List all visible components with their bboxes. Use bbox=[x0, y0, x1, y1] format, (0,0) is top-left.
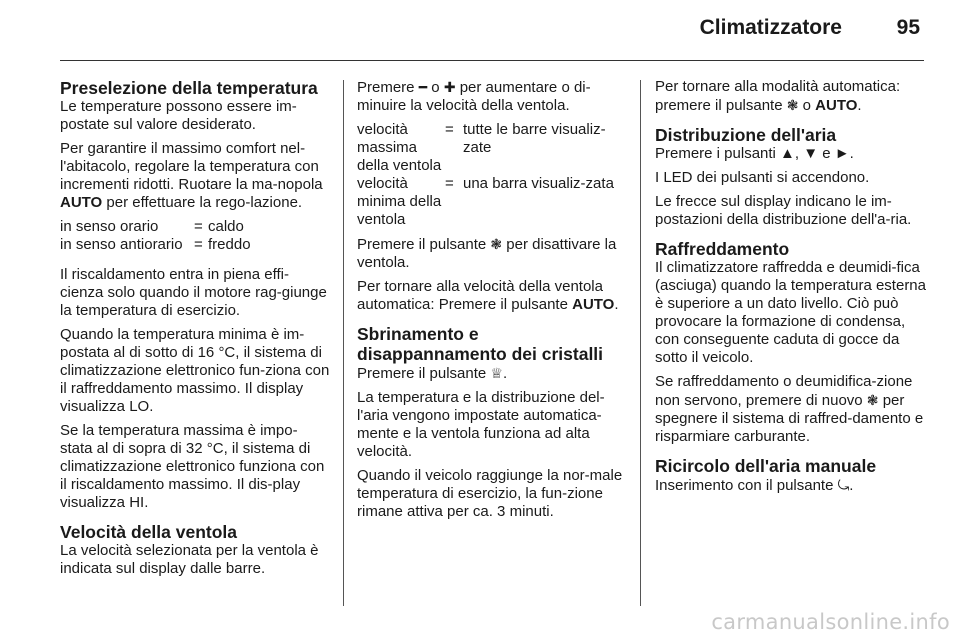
heading-preselezione-temperatura: Preselezione della temperatura bbox=[60, 78, 318, 98]
table-cell: = bbox=[194, 236, 203, 253]
plus-icon: ✚ bbox=[443, 79, 456, 95]
defrost-icon: ♕ bbox=[490, 365, 503, 381]
paragraph: Il riscaldamento entra in piena effi-cienza solo quando il motore rag-giunge la temperatura di esercizio. bbox=[60, 266, 327, 319]
paragraph: I LED dei pulsanti si accendono. bbox=[655, 169, 870, 186]
paragraph: Premere il pulsante ❃ per disattivare la ventola. bbox=[357, 236, 617, 271]
table-cell: = bbox=[445, 121, 454, 138]
table-cell: velocità minima della ventola bbox=[357, 175, 442, 228]
auto-keyword: AUTO bbox=[60, 194, 103, 211]
paragraph: Premere i pulsanti ▲, ▼ e ►. bbox=[655, 145, 854, 162]
paragraph: Se la temperatura massima è impo-stata al di sopra di 32 °C, il sistema di climatizzazione elettronico funziona con il riscaldamento massimo. Il dis-play visualizza HI. bbox=[60, 422, 325, 511]
table-cell: = bbox=[194, 218, 203, 235]
paragraph: Per tornare alla velocità della ventola automatica: Premere il pulsante AUTO. bbox=[357, 278, 619, 313]
fan-icon: ❃ bbox=[866, 392, 879, 408]
header-divider bbox=[60, 60, 924, 61]
watermark: carmanualsonline.info bbox=[711, 610, 950, 634]
column-1 bbox=[60, 78, 330, 584]
page-header-title: Climatizzatore bbox=[699, 16, 842, 39]
heading-raffreddamento: Raffreddamento bbox=[655, 239, 790, 259]
page-number: 95 bbox=[896, 16, 920, 39]
paragraph: Per garantire il massimo comfort nel-l'abitacolo, regolare la temperatura con incrementi ridotti. Ruotare la ma-nopola AUTO per effettuare la rego-lazione. bbox=[60, 140, 323, 211]
column-3 bbox=[655, 78, 930, 501]
table-cell: velocità massima della ventola bbox=[357, 121, 442, 174]
fan-icon: ❃ bbox=[786, 97, 799, 113]
table-cell: in senso antiorario bbox=[60, 236, 183, 253]
heading-ricircolo-aria: Ricircolo dell'aria manuale bbox=[655, 456, 877, 476]
table-cell: una barra visualiz-zata bbox=[463, 175, 614, 192]
paragraph: Per tornare alla modalità automatica: premere il pulsante ❃ o AUTO. bbox=[655, 78, 901, 114]
paragraph: Premere ━ o ✚ per aumentare o di-minuire la velocità della ventola. bbox=[357, 79, 591, 114]
knob-direction-table bbox=[60, 218, 330, 254]
paragraph: Le frecce sul display indicano le im-postazioni della distribuzione dell'a-ria. bbox=[655, 193, 912, 228]
column-divider bbox=[343, 80, 344, 606]
column-2 bbox=[357, 78, 627, 527]
paragraph: Quando la temperatura minima è im-postata al di sotto di 16 °C, il sistema di climatizzazione elettronico fun-ziona con il raffreddamento massimo. Il display visualizza LO. bbox=[60, 326, 330, 415]
paragraph: Quando il veicolo raggiunge la nor-male temperatura di esercizio, la fun-zione rimane attiva per ca. 3 minuti. bbox=[357, 467, 623, 520]
auto-keyword: AUTO bbox=[572, 296, 615, 313]
heading-sbrinamento: Sbrinamento e disappannamento dei cristalli bbox=[357, 324, 604, 364]
auto-keyword: AUTO bbox=[815, 97, 858, 114]
paragraph: Le temperature possono essere im-postate sul valore desiderato. bbox=[60, 98, 297, 133]
paragraph: Premere il pulsante ♕. bbox=[357, 365, 508, 382]
paragraph: La temperatura e la distribuzione del-l'aria vengono impostate automatica-mente e la ventola funziona ad alta velocità. bbox=[357, 389, 605, 460]
table-cell: = bbox=[445, 175, 454, 192]
recirculation-icon: ⤿ bbox=[837, 477, 850, 493]
heading-velocita-ventola: Velocità della ventola bbox=[60, 522, 238, 542]
table-cell: tutte le barre visualiz-zate bbox=[463, 121, 606, 156]
fan-speed-table bbox=[357, 121, 627, 229]
column-divider bbox=[640, 80, 641, 606]
table-cell: in senso orario bbox=[60, 218, 159, 235]
minus-icon: ━ bbox=[418, 79, 428, 95]
paragraph: Inserimento con il pulsante ⤿. bbox=[655, 477, 854, 494]
table-cell: caldo bbox=[208, 218, 244, 235]
table-cell: freddo bbox=[208, 236, 251, 253]
fan-icon: ❃ bbox=[490, 236, 503, 252]
paragraph: Il climatizzatore raffredda e deumidi-fica (asciuga) quando la temperatura esterna è superiore a un dato livello. Ciò può provocare la formazione di condensa, con conseguente caduta di gocce da sotto il veicolo. bbox=[655, 259, 926, 366]
heading-distribuzione-aria: Distribuzione dell'aria bbox=[655, 125, 837, 145]
paragraph: La velocità selezionata per la ventola è indicata sul display dalle barre. bbox=[60, 542, 319, 577]
paragraph: Se raffreddamento o deumidifica-zione non servono, premere di nuovo ❃ per spegnere il sistema di raffred-damento e risparmiare carburante. bbox=[655, 373, 924, 445]
